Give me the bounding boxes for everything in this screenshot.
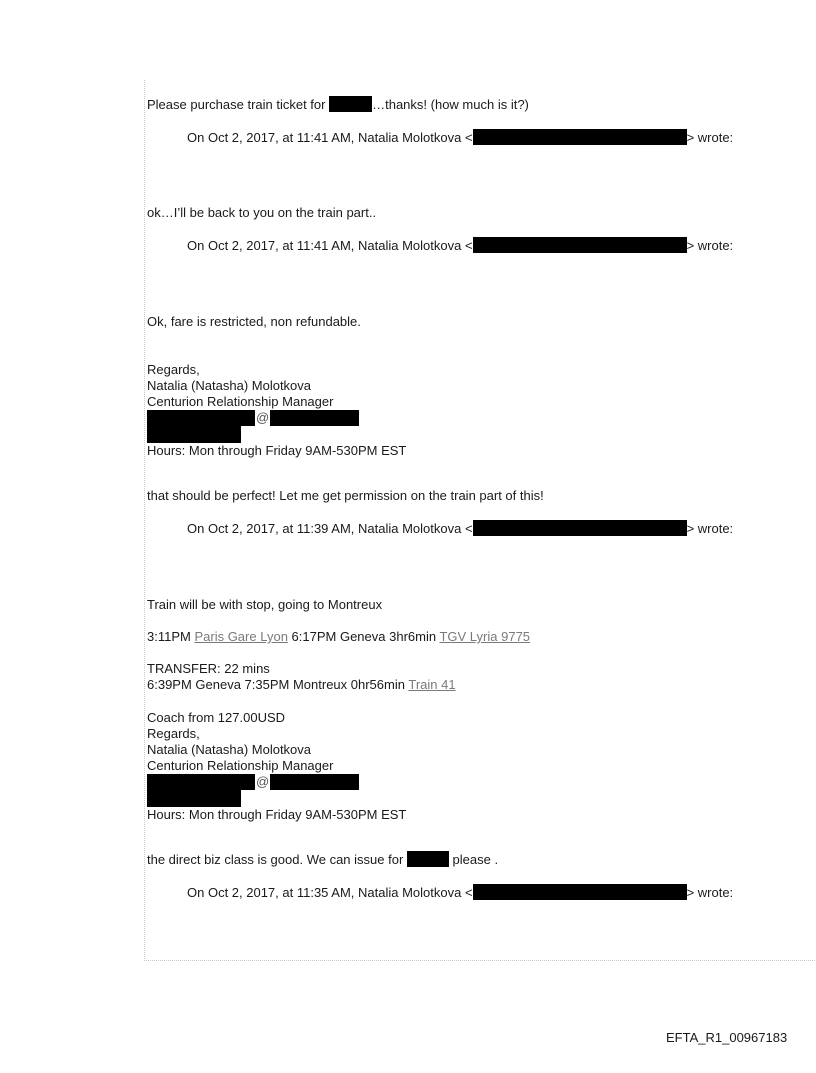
itinerary-leg-2 xyxy=(147,677,456,693)
message-6-text-after: please . xyxy=(452,852,499,867)
redaction-block xyxy=(473,129,687,145)
quote-header-text: On Oct 2, 2017, at 11:35 AM, Natalia Molotkova < xyxy=(187,885,473,900)
message-4-quote-header xyxy=(187,520,733,537)
quote-header-tail: > wrote: xyxy=(686,885,734,900)
redaction-block xyxy=(270,410,359,426)
message-1-quote-header xyxy=(187,129,733,146)
message-4-body: that should be perfect! Let me get permission on the train part of this! xyxy=(147,488,544,503)
redaction-block xyxy=(147,426,241,443)
leg-1-arrive: 6:17PM Geneva 3hr6min xyxy=(291,629,437,644)
signature-name: Natalia (Natasha) Molotkova xyxy=(147,378,312,393)
message-6-quote-header xyxy=(187,884,733,901)
signature-name: Natalia (Natasha) Molotkova xyxy=(147,742,312,757)
signature-title: Centurion Relationship Manager xyxy=(147,758,334,773)
quote-header-text: On Oct 2, 2017, at 11:41 AM, Natalia Molotkova < xyxy=(187,238,473,253)
quote-header-text: On Oct 2, 2017, at 11:39 AM, Natalia Molotkova < xyxy=(187,521,473,536)
message-6-text: the direct biz class is good. We can issue for xyxy=(147,852,404,867)
leg-1-depart: 3:11PM xyxy=(147,629,191,644)
signature-at-sign: @ xyxy=(256,410,270,425)
signature-at-sign: @ xyxy=(256,774,270,789)
message-2-body: ok…I’ll be back to you on the train part.. xyxy=(147,205,377,220)
message-6-body xyxy=(147,851,498,868)
signature-title: Centurion Relationship Manager xyxy=(147,394,334,409)
document-id: EFTA_R1_00967183 xyxy=(666,1030,788,1045)
redaction-block xyxy=(147,790,241,807)
station-link-paris-gare-lyon[interactable]: Paris Gare Lyon xyxy=(194,629,288,644)
signature-hours: Hours: Mon through Friday 9AM-530PM EST xyxy=(147,443,407,458)
message-1-text-after: …thanks! (how much is it?) xyxy=(372,97,529,112)
leg-2-text: 6:39PM Geneva 7:35PM Montreux 0hr56min xyxy=(147,677,405,692)
message-2-quote-header xyxy=(187,237,733,254)
fare-info: Coach from 127.00USD xyxy=(147,710,286,725)
itinerary-leg-1 xyxy=(147,629,530,645)
redaction-block xyxy=(473,237,687,253)
signature-regards: Regards, xyxy=(147,726,200,741)
redaction-block xyxy=(407,851,449,867)
redaction-block xyxy=(270,774,359,790)
redaction-block xyxy=(473,520,687,536)
redaction-block xyxy=(147,774,255,790)
message-5-body: Train will be with stop, going to Montreux xyxy=(147,597,383,612)
message-1-body xyxy=(147,96,529,113)
message-1-text: Please purchase train ticket for xyxy=(147,97,326,112)
redaction-block xyxy=(329,96,372,112)
train-link-train-41[interactable]: Train 41 xyxy=(408,677,456,692)
signature-regards: Regards, xyxy=(147,362,200,377)
message-3-body: Ok, fare is restricted, non refundable. xyxy=(147,314,361,329)
transfer-info: TRANSFER: 22 mins xyxy=(147,661,270,676)
redaction-block xyxy=(147,410,255,426)
quote-header-text: On Oct 2, 2017, at 11:41 AM, Natalia Molotkova < xyxy=(187,130,473,145)
quote-header-tail: > wrote: xyxy=(686,130,734,145)
redaction-block xyxy=(473,884,687,900)
quote-header-tail: > wrote: xyxy=(686,521,734,536)
quote-header-tail: > wrote: xyxy=(686,238,734,253)
train-link-tgv-lyria[interactable]: TGV Lyria 9775 xyxy=(439,629,531,644)
signature-hours: Hours: Mon through Friday 9AM-530PM EST xyxy=(147,807,407,822)
